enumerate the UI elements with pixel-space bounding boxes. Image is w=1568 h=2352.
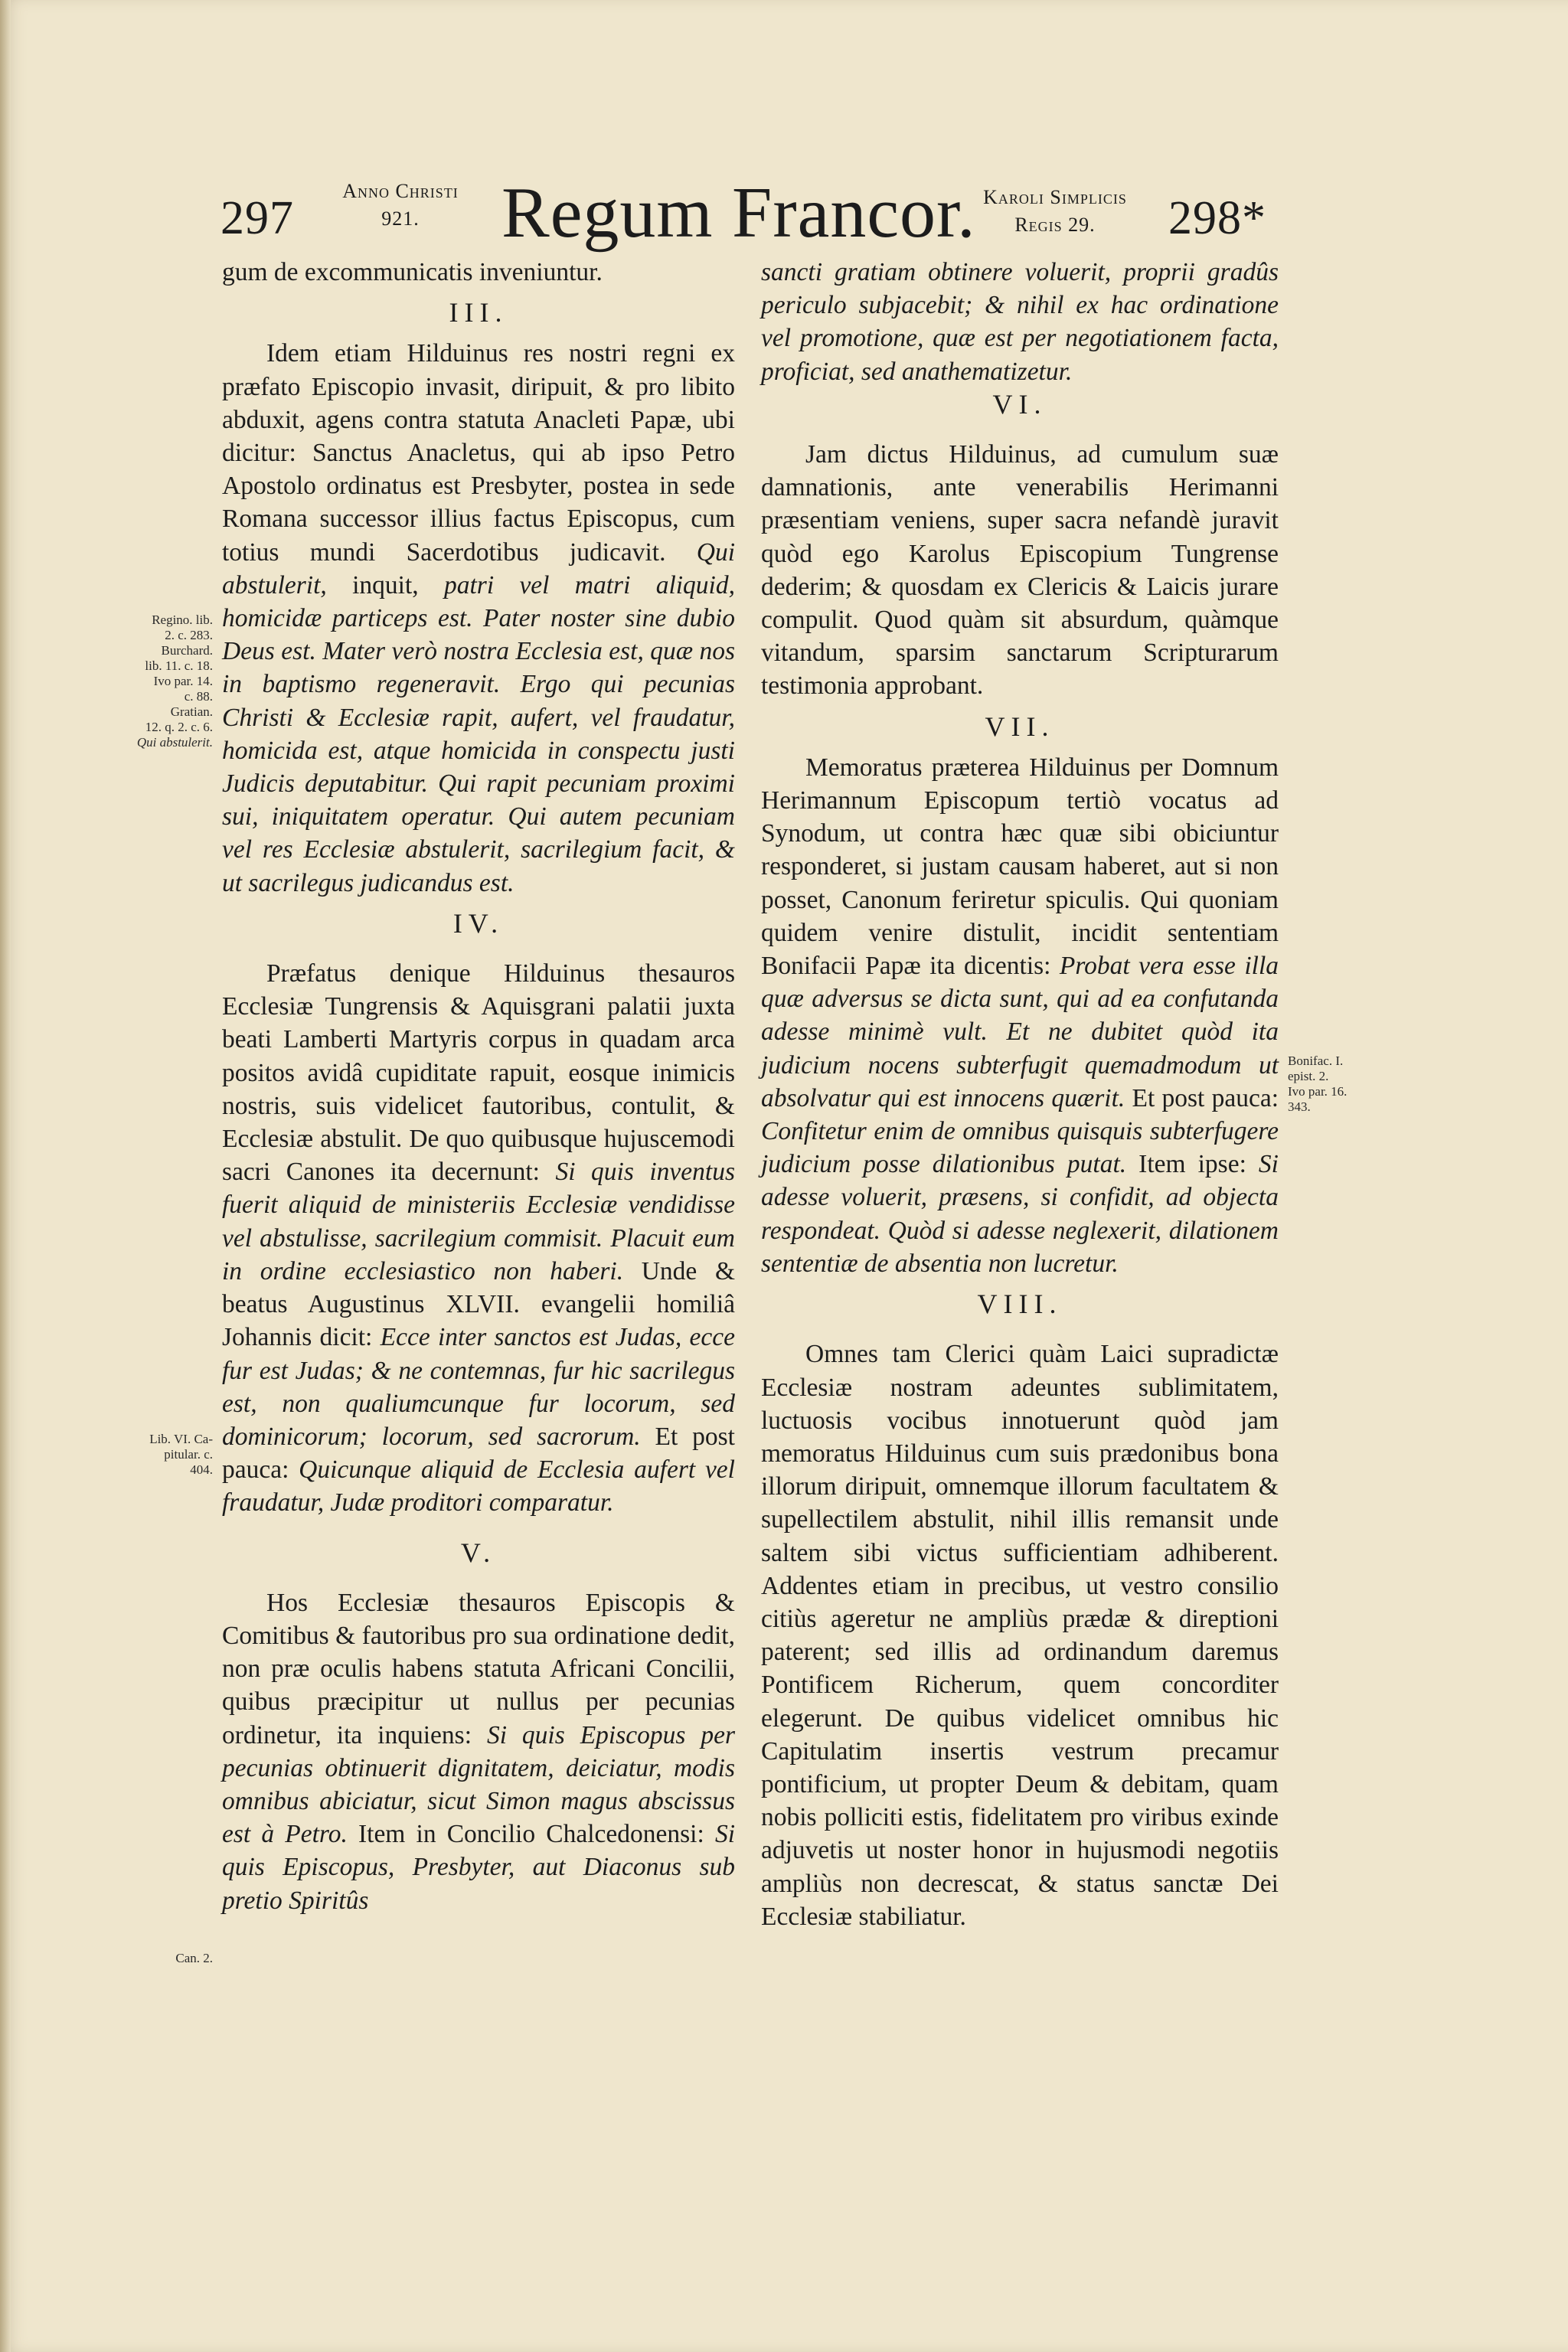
left-column: [222, 256, 735, 1917]
text-run: Item in Concilio Chalcedonensi:: [347, 1820, 715, 1849]
running-title: Regum Francor.: [501, 173, 976, 253]
paragraph-iv: [222, 957, 735, 1519]
karoli-line-1: Karoli Simplicis: [983, 186, 1127, 208]
paragraph-iii: [222, 337, 735, 899]
note-line: Ivo par. 16.: [1288, 1084, 1348, 1099]
anno-line-2: 921.: [381, 207, 420, 230]
section-heading-vi: VI.: [992, 388, 1047, 420]
quote-run: Si quis Episcopus, Presbyter, aut Diaconus sub pretio Spiritûs: [222, 1820, 735, 1915]
anno-line-1: Anno Christi: [342, 180, 459, 202]
page-number-left: 297: [220, 192, 294, 244]
quote-run: Si quis Episcopus per pecunias obtinuerit dignitatem, deiciatur, modis omnibus abiciatur, sicut Simon magus abscissus est à Petro.: [222, 1720, 735, 1849]
note-line: pitular. c.: [164, 1447, 213, 1462]
note-line: 343.: [1288, 1099, 1311, 1114]
note-line: Burchard.: [161, 643, 213, 658]
paragraph-vii: [761, 751, 1279, 1280]
page-gutter: [0, 0, 11, 2352]
quote-run: Si quis inventus fuerit aliquid de ministeriis Ecclesiæ vendidisse vel abstulisse, sacrilegium commisit. Placuit eum in ordine ecclesiastico non haberi.: [222, 1158, 736, 1285]
quote-run: Si adesse voluerit, præsens, si confidit, ad objecta respondeat. Quòd si adesse neglexerit, dilationem sententiæ de absentia non lucretur.: [761, 1150, 1279, 1278]
text-run: Item ipse:: [1126, 1150, 1259, 1179]
margin-note-bonifacius: [1288, 1054, 1387, 1115]
quote-run: Quicunque aliquid de Ecclesia aufert vel fraudatur, Judæ proditori comparatur.: [222, 1455, 735, 1517]
note-line: Regino. lib.: [152, 612, 213, 627]
margin-note-regino: [98, 612, 213, 750]
anno-christi: [312, 178, 488, 233]
margin-note-capitular: [98, 1432, 213, 1478]
note-line: c. 88.: [184, 689, 213, 704]
page-number-right: 298*: [1168, 192, 1266, 244]
karoli-simplicis: [956, 184, 1155, 239]
paragraph-vi: Jam dictus Hilduinus, ad cumulum suæ damnationis, ante venerabilis Herimanni præsentiam veniens, super sacra nefandè juravit quòd ego Karolus Episcopium Tungrense dederim; & quosdam ex Clericis & Laicis jurare compulit. Quod quàm sit absurdum, quàmque vitandum, sparsim sanctarum Scripturarum testimonia approbant.: [761, 440, 1279, 701]
note-line: 404.: [190, 1462, 213, 1477]
note-line: lib. 11. c. 18.: [145, 658, 213, 673]
running-header: [0, 0, 1568, 276]
note-line: Bonifac. I.: [1288, 1054, 1344, 1068]
quote-run: Confitetur enim de omnibus quisquis subterfugere judicium posse dilationibus putat.: [761, 1117, 1279, 1179]
note-line: Can. 2.: [175, 1951, 213, 1965]
note-line: Ivo par. 14.: [153, 674, 213, 688]
margin-note-canon: [98, 1951, 213, 1966]
section-heading-viii: VIII.: [977, 1289, 1063, 1320]
text-run: Idem etiam Hilduinus res nostri regni ex præfato Episcopio invasit, diripuit, & pro libito abduxit, agens contra statuta Anacleti Papæ, ubi dicitur: Sanctus Anacletus, qui ab ipso Petro Apostolo ordinatus est Presbyter, postea in sede Romana successor illius factus Episcopus, cum totius mundi Sacerdotibus judicavit.: [222, 339, 735, 567]
paragraph-continuation: gum de excommunicatis inveniuntur.: [222, 258, 603, 286]
text-run: Et post pauca:: [222, 1422, 735, 1485]
text-run: Præfatus denique Hilduinus thesauros Ecclesiæ Tungrensis & Aquisgrani palatii juxta beati Lamberti Martyris corpus in quadam arca positos avidâ cupiditate rapuit, eosque inimicis nostris, suis videlicet fautoribus, contulit, & Ecclesiæ abstulit. De quo quibusque hujuscemodi sacri Canones ita decernunt:: [222, 959, 735, 1187]
quote-run: Probat vera esse illa quæ adversus se dicta sunt, qui ad ea confutanda adesse minimè vult. Et ne dubitet quòd ita judicium nocens subterfugit quemadmodum ut absolvatur qui est innocens quærit.: [761, 952, 1279, 1112]
section-heading-v: V.: [460, 1537, 497, 1568]
note-line: epist. 2.: [1288, 1069, 1329, 1083]
text-run: Et post pauca:: [1125, 1083, 1279, 1112]
quote-run: sancti gratiam obtinere voluerit, proprii gradûs periculo subjacebit; & nihil ex hac ordinatione vel promotione, quæ est per negotiationem facta, proficiat, sed anathematizetur.: [761, 258, 1279, 386]
quote-run: patri vel matri aliquid, homicidæ particeps est. Pater noster sine dubio Deus est. Mater verò nostra Ecclesia est, quæ nos in baptismo regeneravit. Ergo qui pecunias Christi & Ecclesiæ rapit, aufert, vel fraudatur, homicida est, atque homicida in conspectu justi Judicis deputabitur. Qui rapit pecuniam proximi sui, iniquitatem operatur. Qui autem pecuniam vel res Ecclesiæ abstulerit, sacrilegium facit, & ut sacrilegus judicandus est.: [222, 570, 735, 897]
paragraph-continuation: [761, 256, 1279, 388]
paragraph-v: [222, 1586, 735, 1917]
section-heading-iv: IV.: [452, 907, 505, 939]
right-column: [761, 256, 1279, 1933]
section-heading-iii: III.: [449, 297, 508, 328]
note-line: 12. q. 2. c. 6.: [145, 720, 213, 734]
text-run: inquit,: [326, 570, 444, 599]
text-run: Unde & beatus Augustinus XLVII. evangelii homiliâ Johannis dicit:: [222, 1256, 735, 1352]
note-line: Qui abstulerit.: [136, 735, 213, 750]
quote-run: Ecce inter sanctos est Judas, ecce fur est Judas; & ne contemnas, fur hic sacrilegus est, non qualiumcunque fur locorum, sed dominicorum; locorum, sed sacrorum.: [222, 1323, 735, 1451]
section-heading-vii: VII.: [985, 710, 1055, 742]
karoli-line-2: Regis 29.: [1014, 214, 1096, 236]
note-line: Lib. VI. Ca-: [149, 1432, 213, 1446]
text-run: Hos Ecclesiæ thesauros Episcopis & Comitibus & fautoribus pro sua ordinatione dedit, non præ oculis habens statuta Africani Concilii, quibus præcipitur ut nullus per pecunias ordinetur, ita inquiens:: [222, 1588, 735, 1749]
quote-run: Qui abstulerit,: [222, 537, 736, 599]
note-line: Gratian.: [170, 704, 213, 719]
text-run: Memoratus præterea Hilduinus per Domnum Herimannum Episcopum tertiò vocatus ad Synodum, ut contra hæc quæ sibi obiciuntur responderet, si justam causam haberet, aut si non posset, Canonum feriretur spiculis. Qui quoniam quidem venire distulit, incidit sententiam Bonifacii Papæ ita dicentis:: [761, 753, 1279, 981]
paragraph-viii: Omnes tam Clerici quàm Laici supradictæ Ecclesiæ nostram adeuntes sublimitatem, luctuosis vocibus innotuerunt quòd jam memoratus Hilduinus cum suis prædonibus bona illorum diripuit, omnemque illorum facultatem & supellectilem abstulit, nihil illis remansit unde saltem sibi victus sufficientiam adhiberent. Addentes etiam in precibus, ut vestro consilio citiùs ageretur ne ampliùs prædæ & direptioni paterent; sed illis ad ordinandum daremus Pontificem Richerum, quem concorditer elegerunt. De quibus videlicet omnibus hic Capitulatim insertis vestrum precamur pontificium, ut propter Deum & debitam, quam nobis polliciti estis, fidelitatem pro viribus exinde adjuvetis ut noster honor in hujusmodi negotiis ampliùs non decrescat, & status sanctæ Dei Ecclesiæ stabiliatur.: [761, 1340, 1279, 1931]
note-line: 2. c. 283.: [165, 628, 213, 642]
